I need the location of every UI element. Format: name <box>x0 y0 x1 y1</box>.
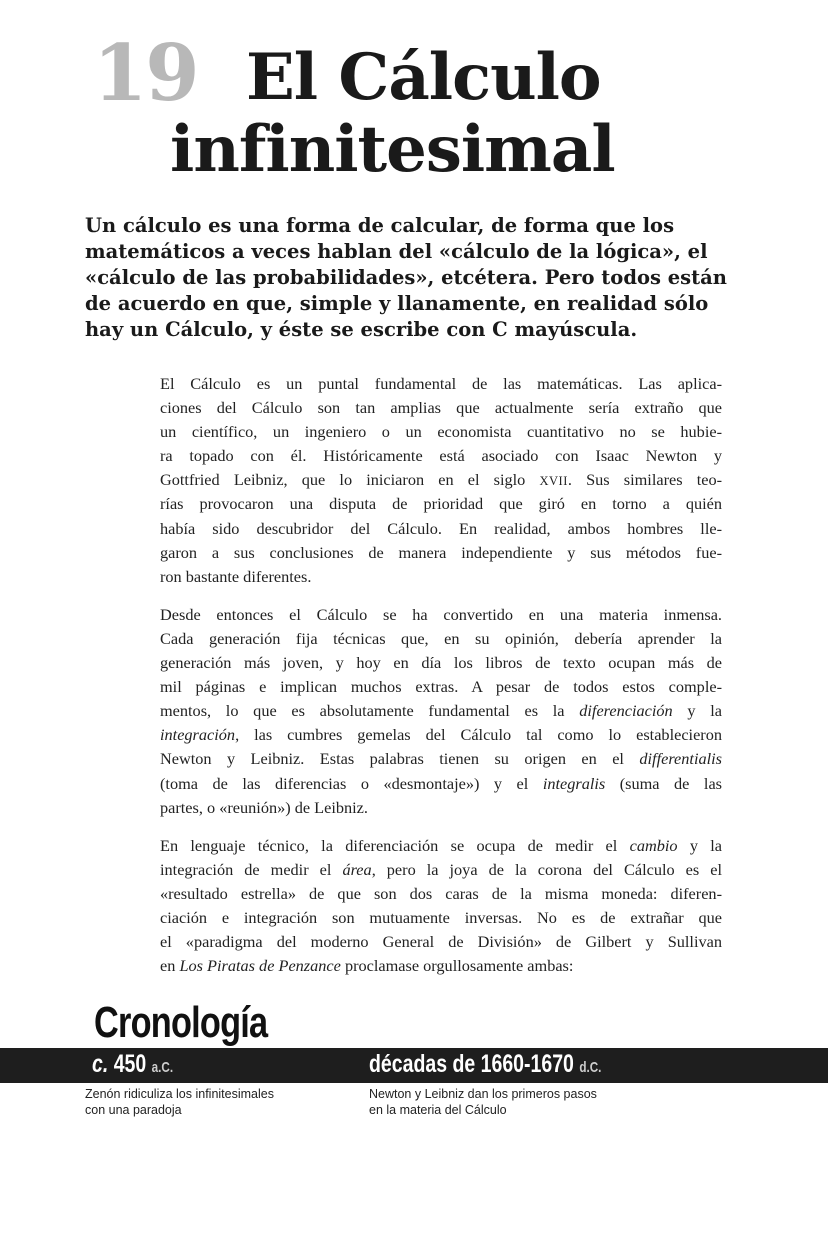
italic-term: Los Piratas de Penzance <box>179 956 341 976</box>
text-segment: garon a sus conclusiones de manera independiente y sus métodos fue- <box>160 542 722 562</box>
text-line <box>160 906 722 930</box>
timeline-heading: Cronología <box>94 998 268 1047</box>
date-value: 450 <box>108 1050 152 1078</box>
text-segment: generación más joven, y hoy en día los libros de texto ocupan más de <box>160 653 722 673</box>
text-segment: mentos, lo que es absolutamente fundamental es la <box>160 701 580 721</box>
text-segment: (toma de las diferencias o «desmontaje») y el <box>160 773 543 793</box>
text-line <box>160 954 722 978</box>
text-segment: El Cálculo es un puntal fundamental de las matemáticas. Las aplica- <box>160 374 722 393</box>
text-line <box>160 930 722 954</box>
text-segment: el «paradigma del moderno General de División» de Gilbert y Sullivan <box>160 932 722 952</box>
text-segment: un científico, un ingeniero o un economista cuantitativo no se hubie- <box>160 422 722 442</box>
text-line <box>160 747 722 771</box>
date-era: d.C. <box>579 1059 602 1076</box>
text-segment: proclamase orgullosamente ambas: <box>340 956 574 976</box>
text-segment: ra topado con él. Históricamente está asociado con Isaac Newton y <box>160 446 722 466</box>
text-line <box>160 651 722 675</box>
text-line <box>160 834 722 858</box>
italic-term: cambio <box>629 835 678 855</box>
date-value: décadas de 1660-1670 <box>369 1050 580 1078</box>
body-paragraph <box>160 372 722 589</box>
italic-term: integralis <box>542 773 606 793</box>
text-segment: y la <box>672 701 722 721</box>
text-line <box>160 565 722 589</box>
body-paragraph <box>160 834 722 979</box>
text-segment: integración de medir el <box>160 859 343 879</box>
text-segment: XVII <box>539 474 568 489</box>
text-line <box>160 396 722 420</box>
text-line <box>160 541 722 565</box>
italic-term: diferenciación <box>579 701 673 721</box>
text-line <box>160 882 722 906</box>
text-line <box>160 723 722 747</box>
text-segment: partes, o «reunión») de Leibniz. <box>160 797 368 817</box>
text-segment: ron bastante diferentes. <box>160 566 312 586</box>
text-line <box>160 772 722 796</box>
intro-line: «cálculo de las probabilidades», etcétera. Pero todos están <box>85 266 727 289</box>
text-line <box>160 796 722 820</box>
text-segment: en <box>160 956 180 976</box>
desc-line: Zenón ridiculiza los infinitesimales <box>85 1087 274 1101</box>
date-era: a.C. <box>151 1059 174 1076</box>
text-segment: había sido descubridor del Cálculo. En realidad, ambos hombres lle- <box>160 518 722 538</box>
text-line <box>160 420 722 444</box>
body-text <box>160 372 722 992</box>
text-segment: Gottfried Leibniz, que lo iniciaron en el siglo <box>160 470 540 490</box>
intro-line: hay un Cálculo, y éste se escribe con C mayúscula. <box>85 318 638 341</box>
text-segment: ciones del Cálculo son tan amplias que actualmente sería extraño que <box>160 398 722 418</box>
text-segment: Newton y Leibniz. Estas palabras tienen su origen en el <box>160 749 640 769</box>
text-line <box>160 699 722 723</box>
text-segment: mil páginas e implican muchos extras. A pesar de todos estos comple- <box>160 677 722 697</box>
text-line <box>160 444 722 468</box>
text-segment: rías provocaron una disputa de prioridad que giró en torno a quién <box>160 494 722 514</box>
text-segment: Cada generación fija técnicas que, en su opinión, debería aprender la <box>160 628 722 648</box>
italic-term: área <box>342 859 372 879</box>
chapter-number: 19 <box>93 28 198 119</box>
text-line <box>160 468 722 492</box>
text-segment: En lenguaje técnico, la diferenciación se ocupa de medir el <box>160 835 630 855</box>
intro-line: de acuerdo en que, simple y llanamente, en realidad sólo <box>85 292 709 315</box>
intro-line: matemáticos a veces hablan del «cálculo de la lógica», el <box>85 240 708 263</box>
text-line <box>160 492 722 516</box>
italic-term: integración <box>160 725 236 745</box>
text-line <box>160 858 722 882</box>
text-segment: , pero la joya de la corona del Cálculo es el <box>371 859 722 879</box>
desc-line: con una paradoja <box>85 1103 182 1117</box>
text-segment: ciación e integración son mutuamente inversas. No es de extrañar que <box>160 907 722 927</box>
text-line <box>160 372 722 396</box>
desc-line: en la materia del Cálculo <box>369 1103 507 1117</box>
text-segment: «resultado estrella» de que son dos caras de la misma moneda: diferen- <box>160 883 722 903</box>
text-segment: Desde entonces el Cálculo se ha convertido en una materia inmensa. <box>160 604 722 624</box>
text-segment: , las cumbres gemelas del Cálculo tal como lo establecieron <box>235 725 722 745</box>
text-line <box>160 517 722 541</box>
chapter-title-line1: El Cálculo <box>246 40 601 115</box>
chapter-title-line2: infinitesimal <box>170 112 615 187</box>
text-segment: y la <box>677 835 722 855</box>
text-line <box>160 603 722 627</box>
text-line <box>160 675 722 699</box>
timeline-date <box>369 1050 601 1079</box>
intro-paragraph <box>85 213 727 343</box>
text-segment: (suma de las <box>605 773 723 793</box>
intro-line: Un cálculo es una forma de calcular, de forma que los <box>85 214 675 237</box>
desc-line: Newton y Leibniz dan los primeros pasos <box>369 1087 597 1101</box>
timeline-date <box>92 1050 173 1079</box>
text-segment: . Sus similares teo- <box>567 470 723 490</box>
italic-term: differentialis <box>639 749 722 769</box>
text-line <box>160 627 722 651</box>
timeline-description <box>85 1086 345 1118</box>
date-prefix: c. <box>92 1050 109 1078</box>
timeline-description <box>369 1086 629 1118</box>
body-paragraph <box>160 603 722 820</box>
